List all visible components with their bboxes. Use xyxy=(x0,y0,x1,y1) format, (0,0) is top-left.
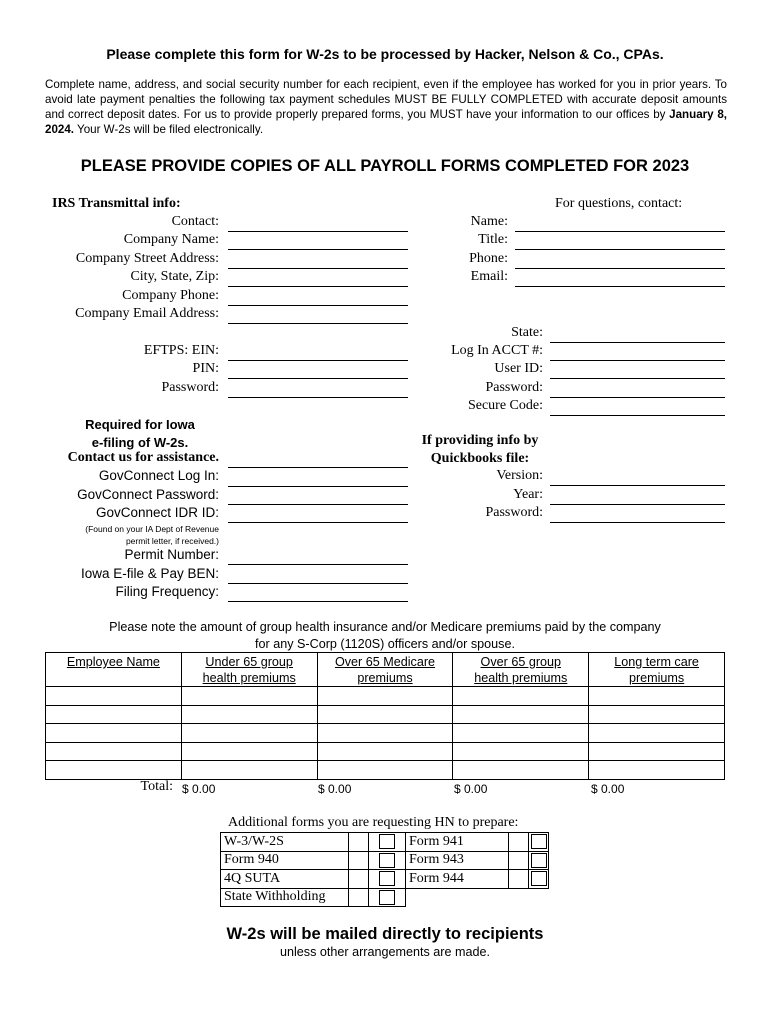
question-name-field[interactable] xyxy=(515,231,725,232)
eftps-pin-field[interactable] xyxy=(228,378,408,379)
table-cell[interactable] xyxy=(589,687,725,706)
city-state-zip-field[interactable] xyxy=(228,286,408,287)
company-phone-field[interactable] xyxy=(228,305,408,306)
eftps-ein-field[interactable] xyxy=(228,360,408,361)
state-user-id-field[interactable] xyxy=(550,378,725,379)
iowa-assistance-label: Contact us for assistance. xyxy=(67,450,219,465)
state-secure-code-field[interactable] xyxy=(550,415,725,416)
form-943-label: Form 943 xyxy=(406,851,509,870)
permit-number-label: Permit Number: xyxy=(124,547,219,562)
govconnect-password-field[interactable] xyxy=(228,504,408,505)
col-over65-group: Over 65 group health premiums xyxy=(453,653,589,687)
state-password-field[interactable] xyxy=(550,397,725,398)
iowa-assistance-field[interactable] xyxy=(228,467,408,468)
company-street-label: Company Street Address: xyxy=(75,251,219,266)
iowa-required-line1: Required for Iowa xyxy=(85,417,195,432)
form-suta-label: 4Q SUTA xyxy=(221,870,349,889)
table-cell[interactable] xyxy=(453,687,589,706)
total-long-term-care: $ 0.00 xyxy=(591,782,625,796)
instructions-text-end: Your W-2s will be filed electronically. xyxy=(74,123,264,136)
company-email-label: Company Email Address: xyxy=(75,306,219,321)
table-cell[interactable] xyxy=(589,761,725,780)
qb-version-field[interactable] xyxy=(550,485,725,486)
table-row xyxy=(221,851,549,870)
form-suta-checkbox[interactable] xyxy=(379,871,395,886)
table-cell xyxy=(349,870,369,889)
instructions-paragraph xyxy=(45,77,727,137)
col-over65-medicare: Over 65 Medicare premiums xyxy=(317,653,453,687)
table-row xyxy=(46,687,725,706)
form-w3-checkbox-cell xyxy=(369,833,406,852)
form-state-withholding-label: State Withholding xyxy=(221,888,349,907)
eftps-pin-label: PIN: xyxy=(192,361,219,376)
empty-cell xyxy=(509,888,529,907)
table-cell[interactable] xyxy=(453,724,589,743)
table-cell[interactable] xyxy=(317,724,453,743)
table-cell[interactable] xyxy=(317,742,453,761)
empty-cell xyxy=(406,888,509,907)
form-940-checkbox-cell xyxy=(369,851,406,870)
iowa-required-note xyxy=(60,416,220,452)
permit-number-field[interactable] xyxy=(228,564,408,565)
state-user-id-label: User ID: xyxy=(494,361,543,376)
additional-forms-table xyxy=(220,832,549,907)
total-over65-group: $ 0.00 xyxy=(454,782,488,796)
form-state-withholding-checkbox[interactable] xyxy=(379,890,395,905)
table-row xyxy=(221,888,549,907)
form-941-checkbox-cell xyxy=(529,833,549,852)
city-state-zip-label: City, State, Zip: xyxy=(130,269,219,284)
filing-frequency-label: Filing Frequency: xyxy=(115,584,219,599)
idr-note xyxy=(85,523,219,547)
state-login-label: Log In ACCT #: xyxy=(451,343,543,358)
qb-password-label: Password: xyxy=(485,505,543,520)
govconnect-idr-field[interactable] xyxy=(228,522,408,523)
govconnect-password-label: GovConnect Password: xyxy=(77,487,219,502)
table-cell xyxy=(509,833,529,852)
deadline-date: January 8, 2024. xyxy=(45,108,728,136)
premiums-note xyxy=(45,619,725,653)
table-cell[interactable] xyxy=(46,724,182,743)
table-cell[interactable] xyxy=(589,724,725,743)
form-944-checkbox[interactable] xyxy=(531,871,547,886)
instructions-text: Complete name, address, and social security number for each recipient, even if the employee has worked for you in prior years. To avoid late payment penalties the following tax payment schedules MUST BE FULLY COMPLETED with accurate deposit amounts and correct deposit dates. For us to provide properly prepared forms, you MUST have your information to our offices by xyxy=(45,78,727,121)
col-long-term-care: Long term care premiums xyxy=(589,653,725,687)
company-email-field[interactable] xyxy=(228,323,408,324)
form-w3-checkbox[interactable] xyxy=(379,834,395,849)
table-cell[interactable] xyxy=(46,687,182,706)
state-login-field[interactable] xyxy=(550,360,725,361)
table-cell[interactable] xyxy=(453,705,589,724)
state-field[interactable] xyxy=(550,342,725,343)
question-phone-label: Phone: xyxy=(469,251,508,266)
table-row xyxy=(221,870,549,889)
iowa-ben-field[interactable] xyxy=(228,583,408,584)
table-cell[interactable] xyxy=(317,705,453,724)
form-title: Please complete this form for W-2s to be processed by Hacker, Nelson & Co., CPAs. xyxy=(106,46,664,62)
govconnect-login-field[interactable] xyxy=(228,486,408,487)
quickbooks-heading-line2: Quickbooks file: xyxy=(430,451,530,466)
questions-heading: For questions, contact: xyxy=(555,196,683,211)
table-row xyxy=(46,742,725,761)
form-940-label: Form 940 xyxy=(221,851,349,870)
qb-year-label: Year: xyxy=(513,487,543,502)
eftps-ein-label: EFTPS: EIN: xyxy=(143,343,219,358)
table-row xyxy=(46,705,725,724)
table-cell[interactable] xyxy=(46,761,182,780)
contact-field[interactable] xyxy=(228,231,408,232)
col-employee-name: Employee Name xyxy=(46,653,182,687)
quickbooks-heading xyxy=(410,432,550,468)
form-943-checkbox-cell xyxy=(529,851,549,870)
premiums-header-row xyxy=(46,653,725,687)
premiums-note-line1: Please note the amount of group health insurance and/or Medicare premiums paid by the company xyxy=(109,620,661,634)
state-password-label: Password: xyxy=(485,380,543,395)
qb-password-field[interactable] xyxy=(550,522,725,523)
form-944-checkbox-cell xyxy=(529,870,549,889)
iowa-ben-label: Iowa E-file & Pay BEN: xyxy=(80,566,219,581)
total-over65-medicare: $ 0.00 xyxy=(318,782,352,796)
table-cell[interactable] xyxy=(317,761,453,780)
table-cell[interactable] xyxy=(46,705,182,724)
table-cell[interactable] xyxy=(181,742,317,761)
total-label: Total: xyxy=(140,779,173,794)
form-941-checkbox[interactable] xyxy=(531,834,547,849)
col-under65-group: Under 65 group health premiums xyxy=(181,653,317,687)
eftps-password-field[interactable] xyxy=(228,397,408,398)
govconnect-login-label: GovConnect Log In: xyxy=(98,468,219,483)
table-row xyxy=(46,761,725,780)
idr-note-line1: (Found on your IA Dept of Revenue xyxy=(85,524,219,534)
table-cell xyxy=(509,851,529,870)
total-under65: $ 0.00 xyxy=(182,782,216,796)
table-cell xyxy=(349,888,369,907)
company-street-field[interactable] xyxy=(228,268,408,269)
question-name-label: Name: xyxy=(470,214,508,229)
form-w3-label: W-3/W-2S xyxy=(221,833,349,852)
form-941-label: Form 941 xyxy=(406,833,509,852)
company-name-field[interactable] xyxy=(228,249,408,250)
idr-note-line2: permit letter, if received.) xyxy=(125,536,219,546)
quickbooks-heading-line1: If providing info by xyxy=(421,433,539,448)
table-cell[interactable] xyxy=(589,742,725,761)
state-label: State: xyxy=(511,325,543,340)
form-943-checkbox[interactable] xyxy=(531,853,547,868)
form-944-label: Form 944 xyxy=(406,870,509,889)
contact-label: Contact: xyxy=(171,214,219,229)
filing-frequency-field[interactable] xyxy=(228,601,408,602)
table-cell[interactable] xyxy=(453,761,589,780)
question-email-field[interactable] xyxy=(515,286,725,287)
premiums-table xyxy=(45,652,725,780)
iowa-required-line2: e-filing of W-2s. xyxy=(91,435,189,450)
company-name-label: Company Name: xyxy=(123,232,219,247)
form-940-checkbox[interactable] xyxy=(379,853,395,868)
state-secure-code-label: Secure Code: xyxy=(467,398,543,413)
eftps-password-label: Password: xyxy=(161,380,219,395)
table-cell[interactable] xyxy=(589,705,725,724)
main-heading: PLEASE PROVIDE COPIES OF ALL PAYROLL FORMS COMPLETED FOR 2023 xyxy=(80,157,690,175)
question-title-label: Title: xyxy=(478,232,508,247)
question-title-field[interactable] xyxy=(515,249,725,250)
govconnect-idr-label: GovConnect IDR ID: xyxy=(95,505,219,520)
question-phone-field[interactable] xyxy=(515,268,725,269)
table-cell[interactable] xyxy=(181,761,317,780)
table-cell xyxy=(349,833,369,852)
footer-title: W-2s will be mailed directly to recipients xyxy=(226,925,544,943)
form-suta-checkbox-cell xyxy=(369,870,406,889)
irs-transmittal-heading: IRS Transmittal info: xyxy=(52,196,181,211)
footer-subtitle: unless other arrangements are made. xyxy=(279,945,490,959)
table-cell xyxy=(509,870,529,889)
table-cell xyxy=(349,851,369,870)
table-cell[interactable] xyxy=(453,742,589,761)
qb-version-label: Version: xyxy=(496,468,543,483)
table-cell[interactable] xyxy=(317,687,453,706)
table-row xyxy=(46,724,725,743)
table-cell[interactable] xyxy=(181,724,317,743)
table-cell[interactable] xyxy=(46,742,182,761)
premiums-note-line2: for any S-Corp (1120S) officers and/or spouse. xyxy=(255,637,515,651)
additional-forms-heading: Additional forms you are requesting HN to prepare: xyxy=(228,815,519,830)
table-cell[interactable] xyxy=(181,705,317,724)
table-cell[interactable] xyxy=(181,687,317,706)
table-row xyxy=(221,833,549,852)
company-phone-label: Company Phone: xyxy=(122,288,219,303)
form-state-withholding-checkbox-cell xyxy=(369,888,406,907)
empty-cell xyxy=(529,888,549,907)
qb-year-field[interactable] xyxy=(550,504,725,505)
question-email-label: Email: xyxy=(470,269,508,284)
